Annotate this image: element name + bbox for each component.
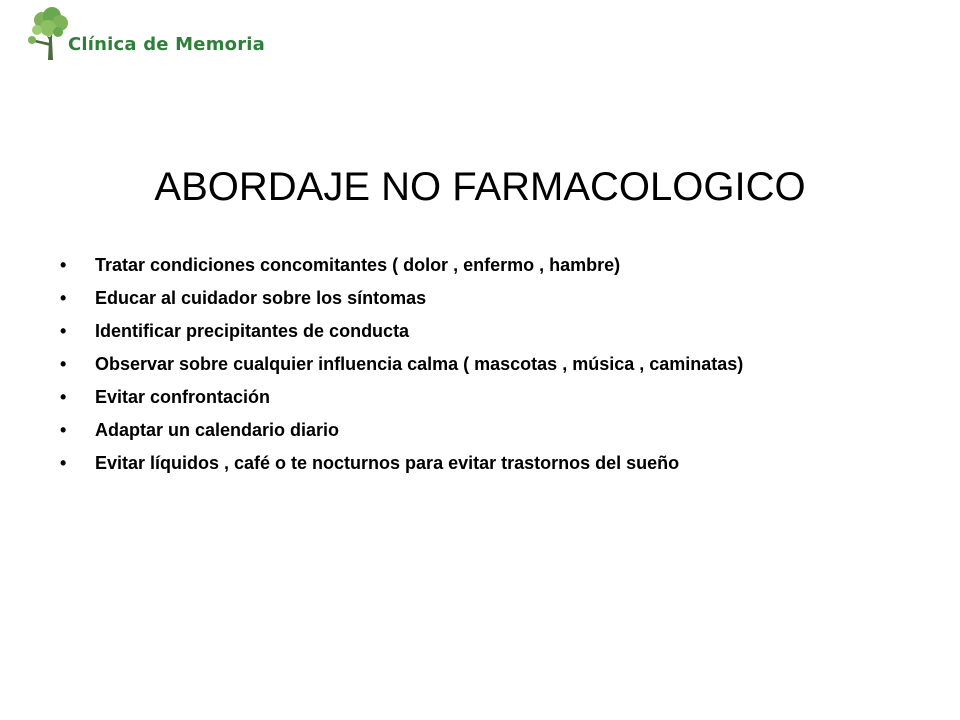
clinic-logo — [28, 6, 268, 66]
list-item-text: Evitar líquidos , café o te nocturnos para evitar trastornos del sueño — [95, 453, 680, 473]
bullet-dot: • — [60, 255, 67, 275]
list-item — [60, 386, 900, 408]
logo-text: Clínica de Memoria — [68, 34, 266, 55]
list-item — [60, 353, 900, 375]
slide-title: ABORDAJE NO FARMACOLOGICO — [154, 164, 806, 209]
bullet-dot: • — [60, 387, 67, 407]
list-item — [60, 254, 900, 276]
bullet-list — [60, 254, 900, 485]
list-item-text: Tratar condiciones concomitantes ( dolor , enfermo , hambre) — [95, 255, 621, 275]
list-item-text: Adaptar un calendario diario — [95, 420, 340, 440]
list-item-text: Identificar precipitantes de conducta — [95, 321, 410, 341]
list-item-text: Observar sobre cualquier influencia calma ( mascotas , música , caminatas) — [95, 354, 744, 374]
list-item — [60, 287, 900, 309]
list-item — [60, 419, 900, 441]
bullet-dot: • — [60, 288, 67, 308]
bullet-dot: • — [60, 420, 67, 440]
bullet-dot: • — [60, 453, 67, 473]
list-item — [60, 320, 900, 342]
bullet-dot: • — [60, 321, 67, 341]
list-item-text: Evitar confrontación — [95, 387, 271, 407]
list-item-text: Educar al cuidador sobre los síntomas — [95, 288, 427, 308]
bullet-dot: • — [60, 354, 67, 374]
list-item — [60, 452, 900, 474]
tree-icon — [28, 6, 72, 62]
